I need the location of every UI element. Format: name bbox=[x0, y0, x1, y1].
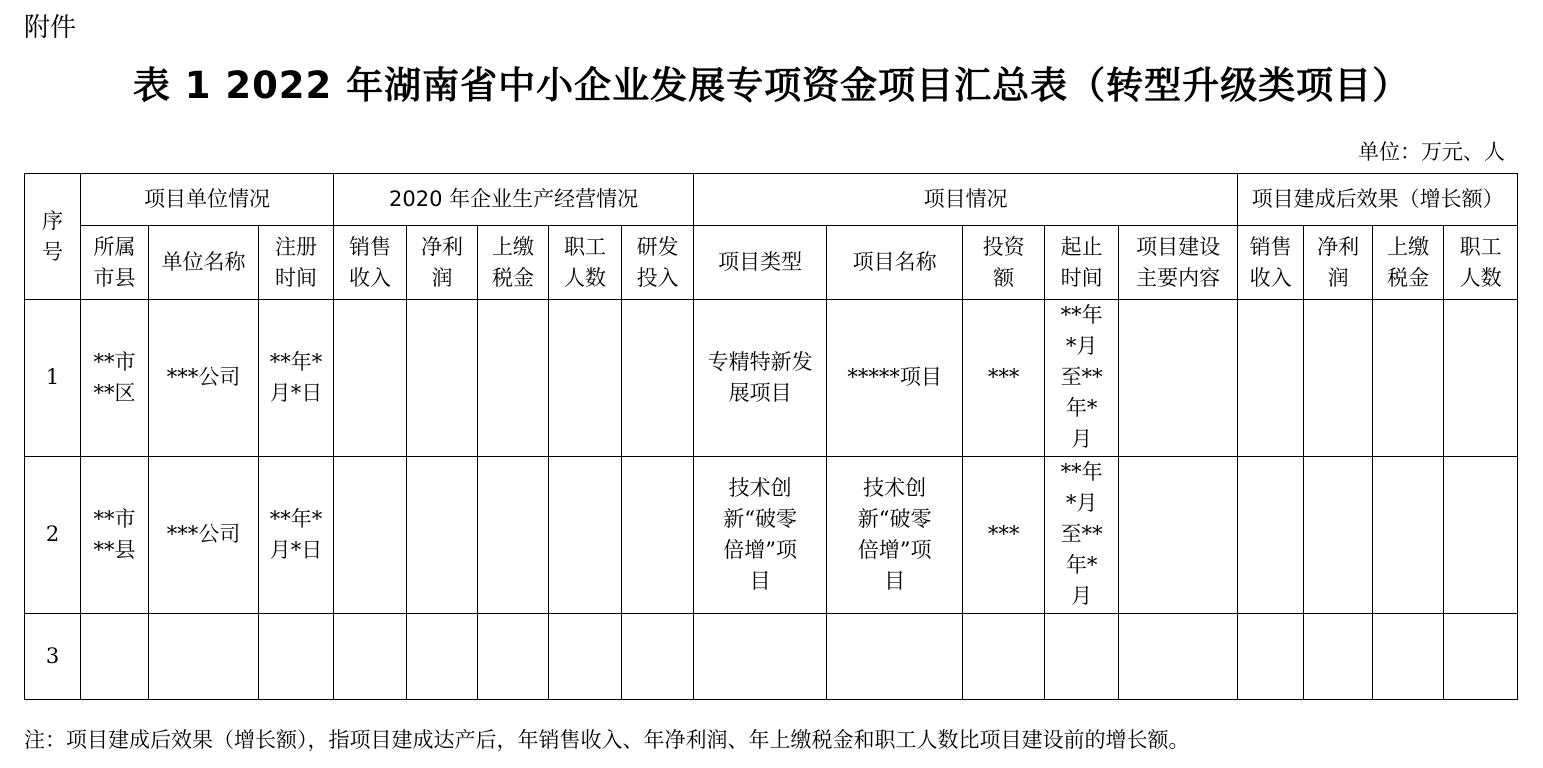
header-unit-name: 单位名称 bbox=[149, 226, 259, 300]
project-summary-table bbox=[24, 173, 1518, 700]
cell-staff bbox=[549, 613, 622, 699]
cell-tax bbox=[478, 456, 549, 613]
cell-staff bbox=[549, 300, 622, 456]
header-operations-2020: 2020 年企业生产经营情况 bbox=[334, 174, 694, 226]
cell-proj-name: 技术创新“破零倍增”项目 bbox=[827, 456, 963, 613]
header-project-info: 项目情况 bbox=[694, 174, 1238, 226]
cell-eff-staff bbox=[1444, 456, 1518, 613]
cell-seq: 1 bbox=[25, 300, 81, 456]
cell-rd bbox=[622, 456, 694, 613]
cell-eff-sales bbox=[1238, 613, 1304, 699]
header-period: 起止时间 bbox=[1045, 226, 1119, 300]
cell-eff-tax bbox=[1373, 300, 1444, 456]
cell-city bbox=[81, 613, 149, 699]
table-row bbox=[25, 300, 1518, 456]
header-staff: 职工人数 bbox=[549, 226, 622, 300]
cell-net-profit bbox=[407, 300, 478, 456]
cell-invest: *** bbox=[963, 456, 1045, 613]
table-title: 表 1 2022 年湖南省中小企业发展专项资金项目汇总表（转型升级类项目） bbox=[132, 64, 1411, 107]
header-tax: 上缴税金 bbox=[478, 226, 549, 300]
cell-proj-type bbox=[694, 613, 827, 699]
unit-label: 单位：万元、人 bbox=[1358, 140, 1505, 164]
cell-city: **市**县 bbox=[81, 456, 149, 613]
header-invest: 投资额 bbox=[963, 226, 1045, 300]
header-sales: 销售收入 bbox=[334, 226, 407, 300]
cell-content bbox=[1119, 613, 1238, 699]
header-unit-info: 项目单位情况 bbox=[81, 174, 334, 226]
cell-invest: *** bbox=[963, 300, 1045, 456]
cell-staff bbox=[549, 456, 622, 613]
cell-rd bbox=[622, 300, 694, 456]
header-reg-time: 注册时间 bbox=[259, 226, 334, 300]
cell-sales bbox=[334, 613, 407, 699]
cell-eff-staff bbox=[1444, 613, 1518, 699]
cell-invest bbox=[963, 613, 1045, 699]
cell-proj-type: 技术创新“破零倍增”项目 bbox=[694, 456, 827, 613]
cell-eff-tax bbox=[1373, 456, 1444, 613]
header-net-profit: 净利润 bbox=[407, 226, 478, 300]
header-row-columns bbox=[25, 226, 1518, 300]
cell-reg-time: **年*月*日 bbox=[259, 456, 334, 613]
header-eff-profit: 净利润 bbox=[1304, 226, 1373, 300]
cell-net-profit bbox=[407, 613, 478, 699]
cell-eff-profit bbox=[1304, 300, 1373, 456]
attachment-label: 附件 bbox=[24, 13, 77, 43]
cell-content bbox=[1119, 300, 1238, 456]
cell-eff-profit bbox=[1304, 613, 1373, 699]
cell-unit-name bbox=[149, 613, 259, 699]
cell-seq: 2 bbox=[25, 456, 81, 613]
header-content: 项目建设主要内容 bbox=[1119, 226, 1238, 300]
header-proj-type: 项目类型 bbox=[694, 226, 827, 300]
cell-eff-sales bbox=[1238, 300, 1304, 456]
cell-eff-tax bbox=[1373, 613, 1444, 699]
cell-proj-name bbox=[827, 613, 963, 699]
cell-seq: 3 bbox=[25, 613, 81, 699]
cell-eff-staff bbox=[1444, 300, 1518, 456]
header-eff-staff: 职工人数 bbox=[1444, 226, 1518, 300]
header-seq: 序号 bbox=[25, 174, 81, 300]
cell-reg-time: **年*月*日 bbox=[259, 300, 334, 456]
cell-sales bbox=[334, 300, 407, 456]
header-eff-tax: 上缴税金 bbox=[1373, 226, 1444, 300]
cell-reg-time bbox=[259, 613, 334, 699]
cell-net-profit bbox=[407, 456, 478, 613]
cell-city: **市**区 bbox=[81, 300, 149, 456]
footnote: 注：项目建成后效果（增长额），指项目建成达产后，年销售收入、年净利润、年上缴税金和职工人数比项目建设前的增长额。 bbox=[24, 728, 1190, 752]
cell-unit-name: ***公司 bbox=[149, 456, 259, 613]
cell-unit-name: ***公司 bbox=[149, 300, 259, 456]
cell-eff-sales bbox=[1238, 456, 1304, 613]
header-effect: 项目建成后效果（增长额） bbox=[1238, 174, 1518, 226]
header-eff-sales: 销售收入 bbox=[1238, 226, 1304, 300]
cell-period: **年*月至**年*月 bbox=[1045, 456, 1119, 613]
header-row-groups bbox=[25, 174, 1518, 226]
cell-period bbox=[1045, 613, 1119, 699]
cell-tax bbox=[478, 613, 549, 699]
cell-period: **年*月至**年*月 bbox=[1045, 300, 1119, 456]
table-row bbox=[25, 613, 1518, 699]
cell-proj-type: 专精特新发展项目 bbox=[694, 300, 827, 456]
cell-tax bbox=[478, 300, 549, 456]
header-city: 所属市县 bbox=[81, 226, 149, 300]
cell-eff-profit bbox=[1304, 456, 1373, 613]
cell-content bbox=[1119, 456, 1238, 613]
table-row bbox=[25, 456, 1518, 613]
header-rd: 研发投入 bbox=[622, 226, 694, 300]
cell-rd bbox=[622, 613, 694, 699]
cell-sales bbox=[334, 456, 407, 613]
header-proj-name: 项目名称 bbox=[827, 226, 963, 300]
cell-proj-name: *****项目 bbox=[827, 300, 963, 456]
